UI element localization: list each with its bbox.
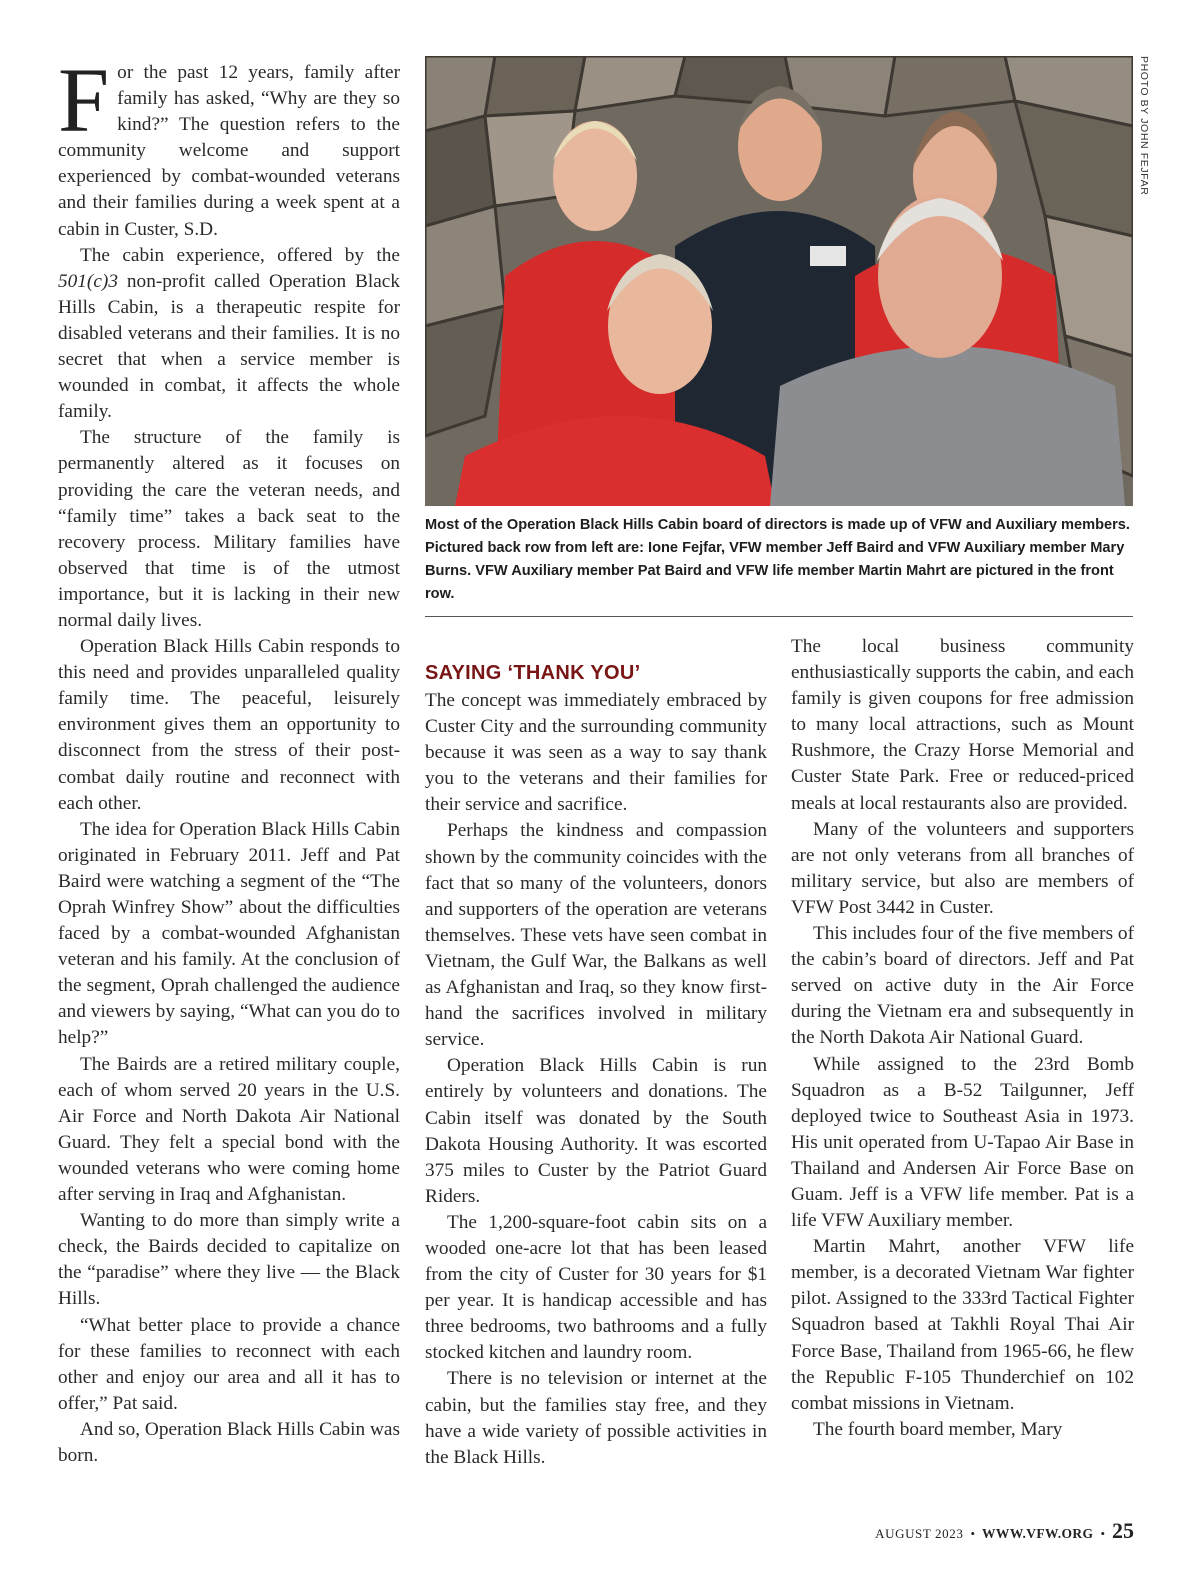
body-paragraph: The local business community enthusiastically supports the cabin, and each family is given coupons for free admission to many local attractions, such as Mount Rushmore, the Crazy Horse Memorial and Custer State Park. Free or reduced-priced meals at local restaurants also are provided. [791,636,1134,814]
page-footer [875,1518,1134,1544]
lead-paragraph [58,49,400,243]
footer-separator: • [970,1526,976,1541]
body-paragraph: Perhaps the kindness and compassion shown by the community coincides with the fact that so many of the volunteers, donors and supporters of the operation are veterans themselves. These vets have seen combat in Vietnam, the Gulf War, the Balkans as well as Afghanistan and Iraq, so they know first-hand the sacrifices involved in military service. [425,820,767,1051]
body-paragraph: Many of the volunteers and supporters are not only veterans from all branches of military service, but also are members of VFW Post 3442 in Custer. [791,818,1134,918]
body-paragraph: The fourth board member, Mary [813,1418,1063,1440]
photo-credit: PHOTO BY JOHN FEJFAR [1138,56,1150,196]
issue-date: AUGUST 2023 [875,1526,964,1541]
body-paragraph: And so, Operation Black Hills Cabin was born. [58,1418,400,1466]
body-paragraph: The concept was immediately embraced by Custer City and the surrounding community because it was seen as a way to say thank you to the veterans and their families for their service and sacrifice. [425,690,767,816]
article-column-3 [791,634,1134,1443]
body-paragraph: This includes four of the five members of the cabin’s board of directors. Jeff and Pat served on active duty in the Air Force during the Vietnam era and subsequently in the North Dakota Air National Guard. [791,923,1134,1049]
section-heading: SAYING ‘THANK YOU’ [425,662,641,684]
body-text: non-profit called Operation Black Hills Cabin, is a therapeutic respite for disabled veterans and their families. It is no secret that when a service member is wounded in combat, it affects the whole family. [58,270,400,423]
body-paragraph: The Bairds are a retired military couple, each of whom served 20 years in the U.S. Air Force and North Dakota Air National Guard. They felt a special bond with the wounded veterans who were coming home after serving in Iraq and Afghanistan. [58,1053,400,1206]
body-paragraph: While assigned to the 23rd Bomb Squadron as a B-52 Tailgunner, Jeff deployed twice to Southeast Asia in 1973. His unit operated from U-Tapao Air Base in Thailand and Andersen Air Force Base on Guam. Jeff is a VFW life member. Pat is a life VFW Auxiliary member. [791,1053,1134,1232]
body-paragraph: The 1,200-square-foot cabin sits on a wooded one-acre lot that has been leased from the city of Custer for 30 years for $1 per year. It is handicap accessible and has three bedrooms, two bathrooms and a fully stocked kitchen and laundry room. [425,1211,767,1364]
body-paragraph: Martin Mahrt, another VFW life member, is a decorated Vietnam War fighter pilot. Assigned to the 333rd Tactical Fighter Squadron based at Takhli Royal Thai Air Force Base, Thailand from 1965-66, he flew the Republic F-105 Thunderchief on 102 combat missions in Vietnam. [791,1236,1134,1414]
photo-caption: Most of the Operation Black Hills Cabin board of directors is made up of VFW and Auxiliary members. Pictured back row from left are: Ione Fejfar, VFW member Jeff Baird and VFW Auxiliary member Mary Burns. VFW Auxiliary member Pat Baird and VFW life member Martin Mahrt are pictured in the front row. [425,517,1130,602]
article-column-2 [425,660,767,1471]
tax-status-text: 501(c)3 [58,270,118,292]
page-number: 25 [1112,1518,1134,1543]
body-paragraph: Operation Black Hills Cabin is run entirely by volunteers and donations. The Cabin itself was donated by the South Dakota Housing Authority. It was escorted 375 miles to Custer by the Patriot Guard Riders. [425,1055,767,1207]
body-paragraph: The structure of the family is permanently altered as it focuses on providing the care the veteran needs, and “family time” takes a back seat to the recovery process. Military families have observed that time is of the utmost importance, but it is lacking in their new normal daily lives. [58,427,400,631]
body-paragraph [58,243,400,426]
lead-text: or the past 12 years, family after family has asked, “Why are they so kind?” The question refers to the community welcome and support experienced by combat-wounded veterans and their families during a week spent at a cabin in Custer, S.D. [58,62,400,240]
body-paragraph: There is no television or internet at the cabin, but the families stay free, and they have a wide variety of possible activities in the Black Hills. [425,1368,767,1468]
body-text: The cabin experience, offered by the [80,244,400,266]
caption-divider [425,616,1133,617]
body-paragraph: The idea for Operation Black Hills Cabin originated in February 2011. Jeff and Pat Baird were watching a segment of the “The Oprah Winfrey Show” about the difficulties faced by a combat-wounded Afghanistan veteran and his family. At the conclusion of the segment, Oprah challenged the audience and viewers by saying, “What can you do to help?” [58,818,400,1049]
body-paragraph: Wanting to do more than simply write a check, the Bairds decided to capitalize on the “paradise” where they live — the Black Hills. [58,1210,400,1310]
footer-separator: • [1100,1526,1105,1541]
drop-cap: F [58,49,110,151]
website-link[interactable]: WWW.VFW.ORG [982,1526,1094,1541]
body-paragraph: Operation Black Hills Cabin responds to this need and provides unparalleled quality family time. The peaceful, leisurely environment gives them an opportunity to disconnect from the stress of their post-combat daily routine and reconnect with each other. [58,636,400,814]
board-photo [425,56,1133,506]
article-column-1 [58,49,400,1469]
body-paragraph: “What better place to provide a chance for these families to reconnect with each other and enjoy our area and all it has to offer,” Pat said. [58,1314,400,1414]
photo-illustration [425,56,1133,506]
